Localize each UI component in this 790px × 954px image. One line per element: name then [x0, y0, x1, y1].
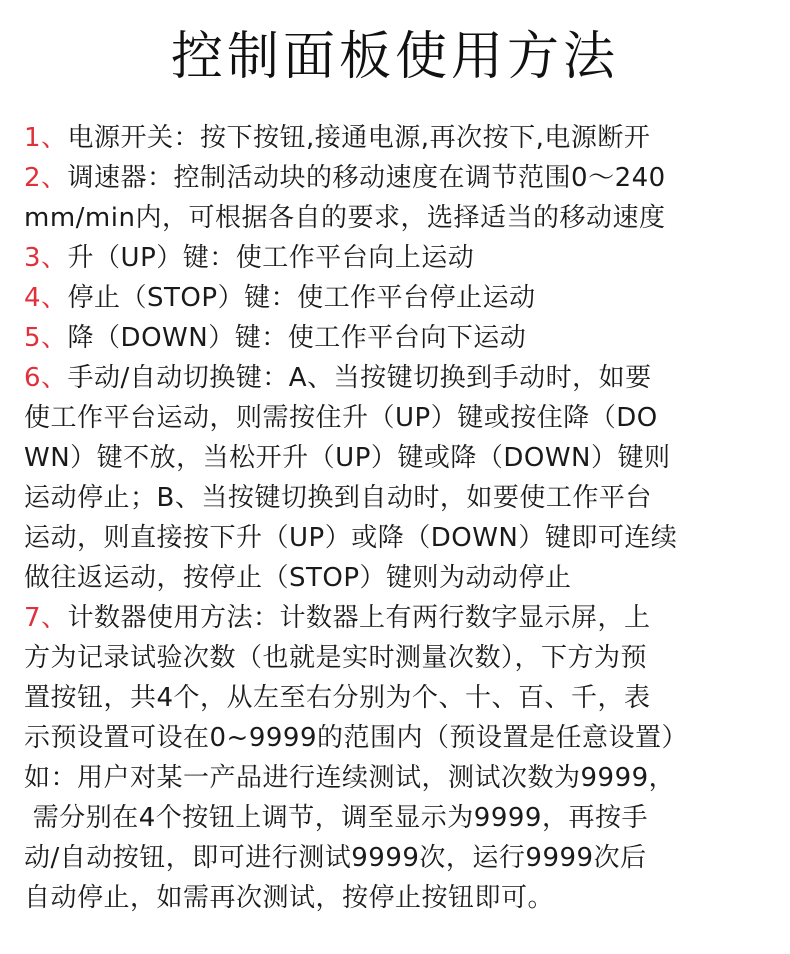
instruction-line — [24, 238, 774, 278]
instruction-line — [24, 558, 774, 598]
instruction-line — [24, 438, 774, 478]
instruction-line — [24, 318, 774, 358]
line-text: 降（DOWN）键：使工作平台向下运动 — [67, 323, 527, 353]
line-text: WN）键不放，当松开升（UP）键或降（DOWN）键则 — [24, 443, 671, 473]
instruction-line — [24, 758, 774, 798]
line-text: 自动停止，如需再次测试，按停止按钮即可。 — [24, 883, 555, 913]
item-number: 5、 — [24, 323, 68, 353]
line-text: 做往返运动，按停止（STOP）键则为动动停止 — [24, 563, 572, 593]
line-text: 动/自动按钮，即可进行测试9999次，运行9999次后 — [24, 843, 647, 873]
instruction-line — [24, 598, 774, 638]
item-number: 1、 — [24, 123, 68, 153]
line-text: 使工作平台运动，则需按住升（UP）键或按住降（DO — [24, 403, 658, 433]
instruction-line — [24, 718, 774, 758]
instruction-line — [24, 838, 774, 878]
line-text: 手动/自动切换键：A、当按键切换到手动时，如要 — [67, 363, 652, 393]
instruction-line — [24, 518, 774, 558]
item-number: 2、 — [24, 163, 68, 193]
line-text: 升（UP）键：使工作平台向上运动 — [67, 243, 475, 273]
line-text: 方为记录试验次数（也就是实时测量次数），下方为预 — [24, 643, 648, 673]
line-text: mm/min内，可根据各自的要求，选择适当的移动速度 — [24, 203, 666, 233]
line-text: 计数器使用方法：计数器上有两行数字显示屏，上 — [67, 603, 651, 633]
line-text: 电源开关：按下按钮,接通电源,再次按下,电源断开 — [67, 123, 651, 153]
page-title: 控制面板使用方法 — [170, 27, 619, 87]
instruction-line — [24, 478, 774, 518]
instruction-line — [24, 638, 774, 678]
line-text: 示预设置可设在0~9999的范围内（预设置是任意设置） — [24, 723, 688, 753]
line-text: 调速器：控制活动块的移动速度在调节范围0～240 — [67, 163, 666, 193]
instruction-line — [24, 678, 774, 718]
instruction-line — [24, 278, 774, 318]
line-text: 置按钮，共4个，从左至右分别为个、十、百、千，表 — [24, 683, 651, 713]
instruction-line — [24, 158, 774, 198]
line-text: 停止（STOP）键：使工作平台停止运动 — [67, 283, 536, 313]
item-number: 3、 — [24, 243, 68, 273]
item-number: 7、 — [24, 603, 68, 633]
instruction-line — [24, 198, 774, 238]
instruction-line — [24, 118, 774, 158]
line-text: 运动，则直接按下升（UP）或降（DOWN）键即可连续 — [24, 523, 678, 553]
item-number: 6、 — [24, 363, 68, 393]
item-number: 4、 — [24, 283, 68, 313]
instruction-line — [24, 798, 774, 838]
instructions-body — [24, 118, 774, 918]
instruction-line — [24, 358, 774, 398]
instruction-line — [24, 398, 774, 438]
line-text: 需分别在4个按钮上调节，调至显示为9999，再按手 — [24, 803, 648, 833]
line-text: 如：用户对某一产品进行连续测试，测试次数为9999， — [24, 763, 676, 793]
line-text: 运动停止；B、当按键切换到自动时，如要使工作平台 — [24, 483, 652, 513]
instruction-line — [24, 878, 774, 918]
